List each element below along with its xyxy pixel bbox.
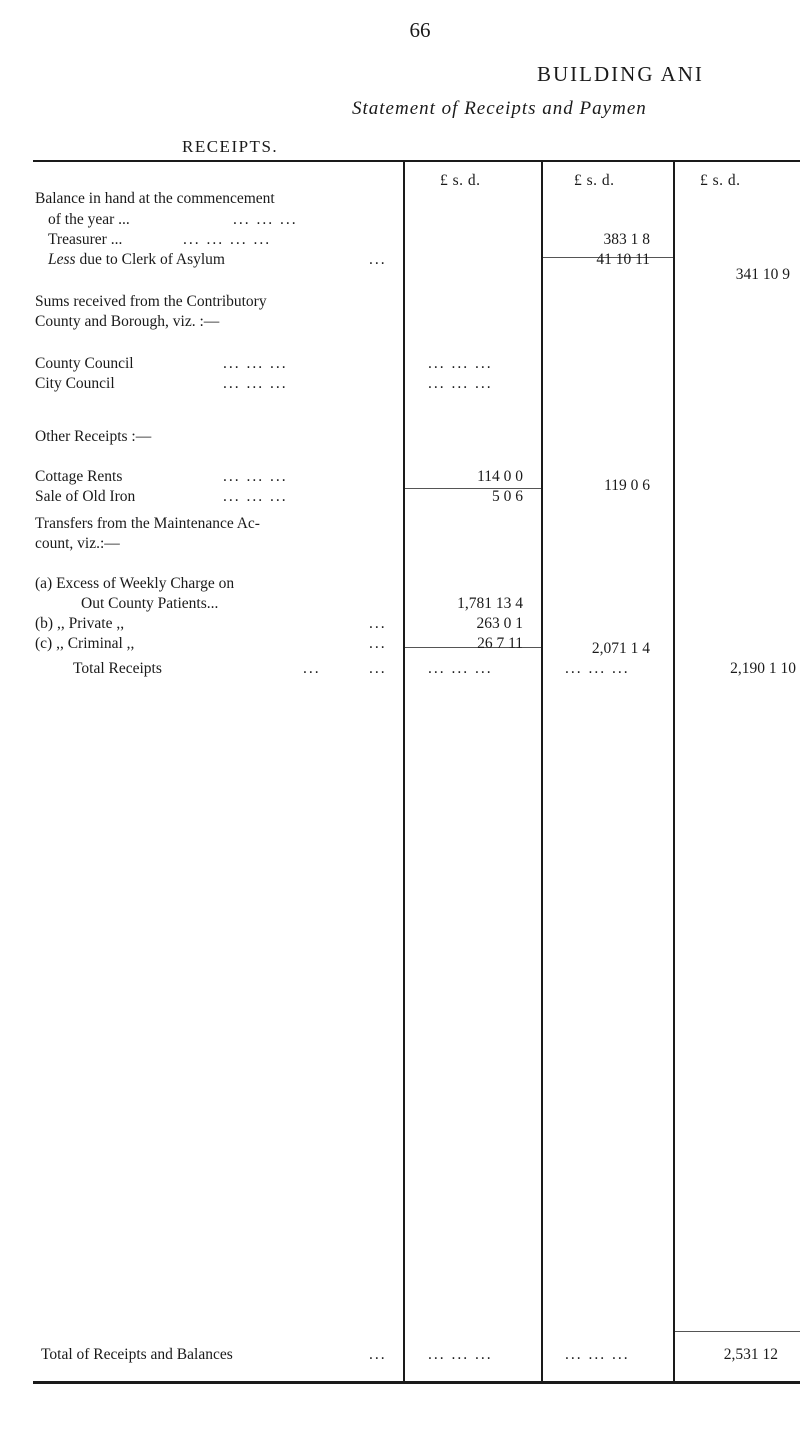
leader-sale-old-iron: ... ... ... [223,488,288,505]
subtotal-rule-grand [675,1331,800,1332]
leader-private-b: ... [369,615,387,632]
label-less-emphasis: Less [48,251,76,268]
leader-total-receipts: ... [303,660,321,677]
label-county-council: County Council [35,355,134,372]
amount-transfers-total: 2,071 1 4 [591,640,650,657]
amount-balance-total: 341 10 9 [735,266,790,283]
label-private-b: (b) ,, Private ,, [35,615,125,632]
leader-balance: ... ... ... [233,211,298,228]
blank-total-col1: ... ... ... [428,660,493,677]
blank-county-council: ... ... ... [428,355,493,372]
blank-grand-col2: ... ... ... [565,1346,630,1363]
amount-excess-a: 1,781 13 4 [457,595,523,612]
label-total-receipts-balances: Total of Receipts and Balances [41,1346,233,1363]
blank-city-council: ... ... ... [428,375,493,392]
column-divider-1 [403,160,405,1384]
leader-less-due: ... [369,251,387,268]
table-bottom-rule [33,1381,800,1384]
leader-city-council: ... ... ... [223,375,288,392]
leader-criminal-c: ... [369,635,387,652]
blank-grand-col1: ... ... ... [428,1346,493,1363]
label-excess-a-line1: (a) Excess of Weekly Charge on [35,575,235,592]
column-divider-2 [541,160,543,1384]
label-city-council: City Council [35,375,115,392]
label-treasurer: Treasurer ... [48,231,123,248]
label-balance-line2: of the year ... [48,211,130,228]
amount-other-total: 119 0 6 [604,477,650,494]
amount-total-receipts: 2,190 1 10 [730,660,796,677]
amount-criminal-c: 26 7 11 [477,635,523,652]
label-transfers-line2: count, viz.:— [35,535,120,552]
label-criminal-c: (c) ,, Criminal ,, [35,635,135,652]
amount-grand-total: 2,531 12 [723,1346,778,1363]
currency-header-col3: £ s. d. [700,172,741,189]
blank-total-col2: ... ... ... [565,660,630,677]
leader-total-receipts-2: ... [369,660,387,677]
label-total-receipts: Total Receipts [73,660,162,677]
label-sums-line1: Sums received from the Contributory [35,293,267,310]
amount-private-b: 263 0 1 [476,615,523,632]
label-cottage-rents: Cottage Rents [35,468,123,485]
statement-subtitle: Statement of Receipts and Paymen [352,98,647,119]
label-transfers-line1: Transfers from the Maintenance Ac- [35,515,260,532]
leader-treasurer: ... ... ... ... [183,231,272,248]
label-balance-line1: Balance in hand at the commencement [35,190,275,207]
label-sale-old-iron: Sale of Old Iron [35,488,136,505]
amount-cottage-rents: 114 0 0 [477,468,523,485]
amount-treasurer: 383 1 8 [603,231,650,248]
column-divider-3 [673,160,675,1384]
currency-header-col2: £ s. d. [574,172,615,189]
page-title: BUILDING ANI [537,62,704,86]
receipts-table [33,160,800,1384]
label-less-due-text: due to Clerk of Asylum [75,251,225,268]
leader-total-receipts-balances: ... [369,1346,387,1363]
page-number: 66 [409,18,431,42]
amount-less-due: 41 10 11 [596,251,650,268]
label-excess-a-line2: Out County Patients... [81,595,219,612]
label-less-due [48,251,225,269]
table-top-rule [33,160,800,162]
leader-county-council: ... ... ... [223,355,288,372]
label-sums-line2: County and Borough, viz. :— [35,313,220,330]
section-heading: RECEIPTS. [182,137,279,156]
leader-cottage-rents: ... ... ... [223,468,288,485]
amount-sale-old-iron: 5 0 6 [492,488,523,505]
label-other-receipts: Other Receipts :— [35,428,152,445]
currency-header-col1: £ s. d. [440,172,481,189]
